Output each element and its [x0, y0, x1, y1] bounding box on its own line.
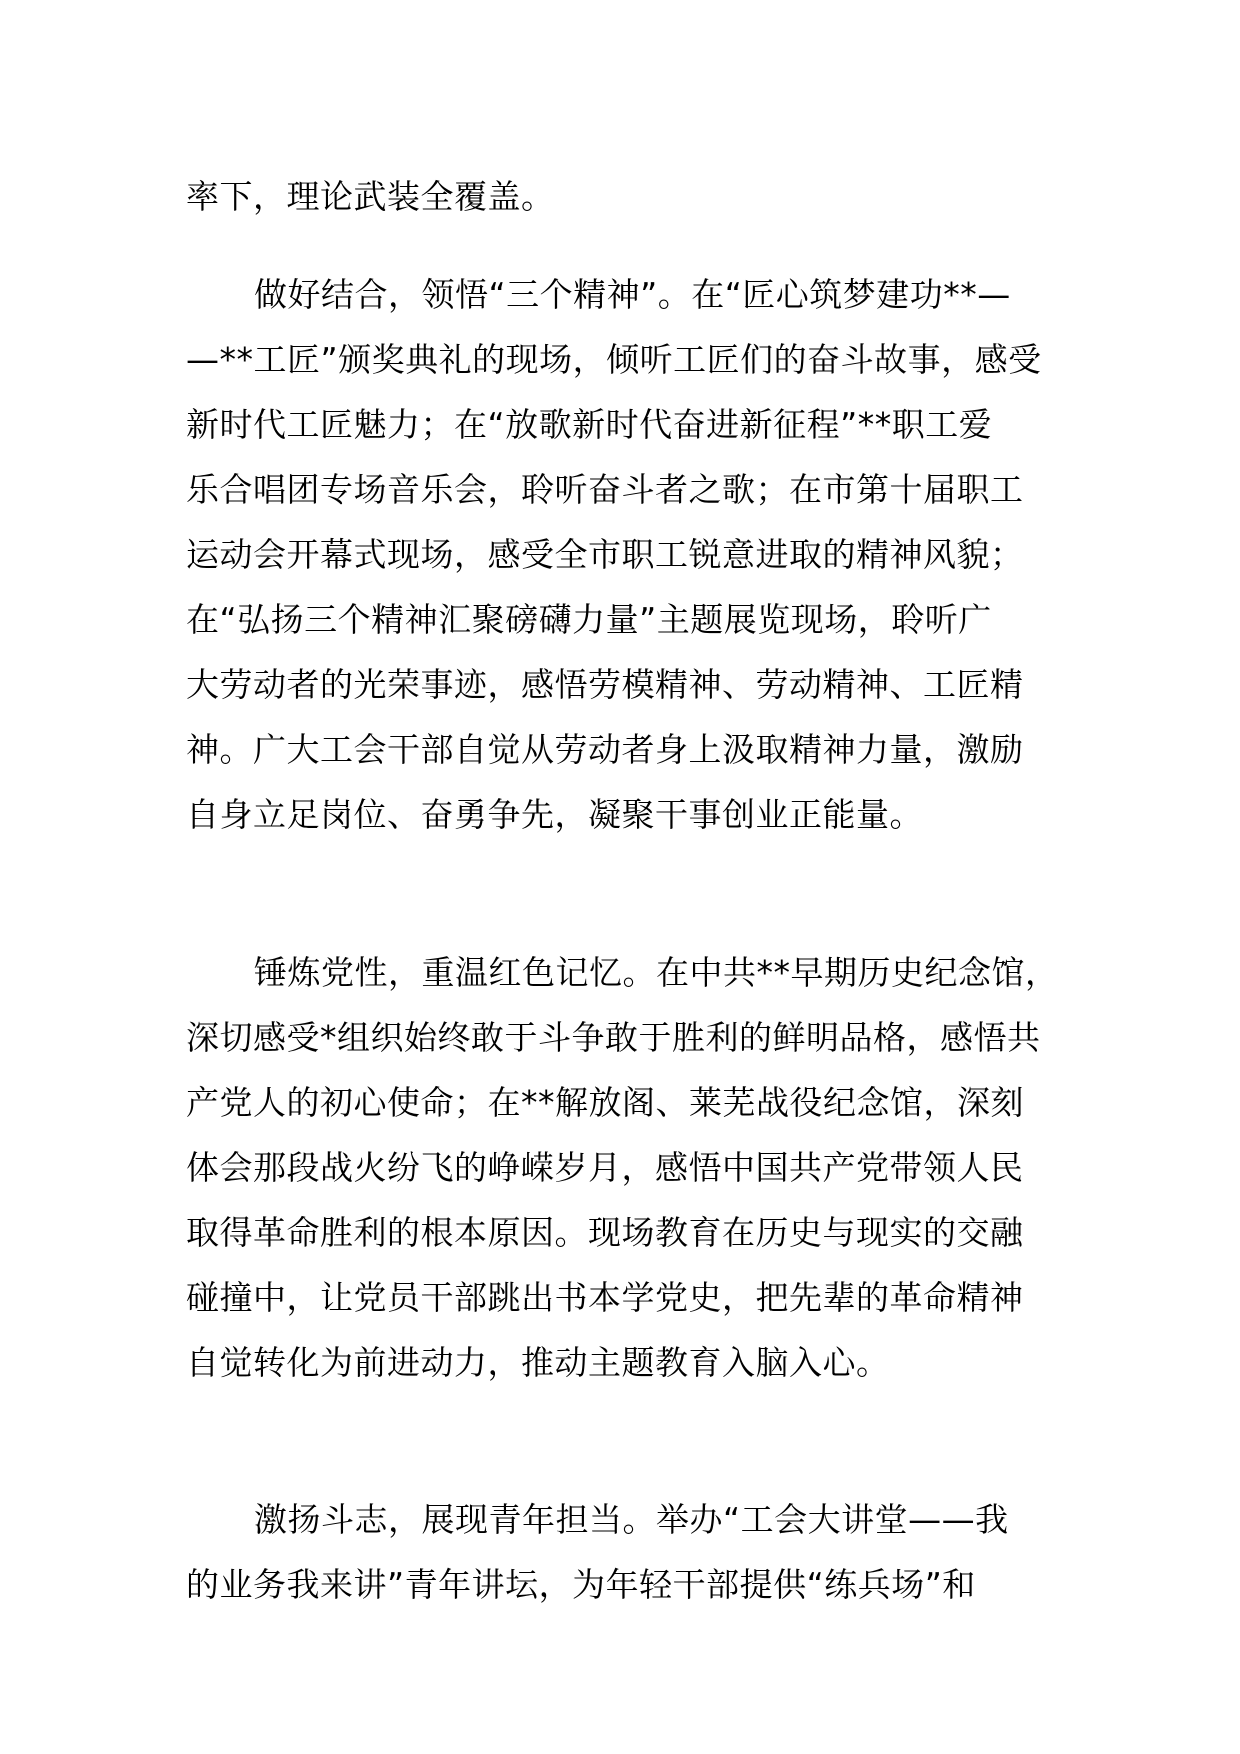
paragraph-red-memory [186, 940, 1066, 1395]
text-line: 体会那段战火纷飞的峥嵘岁月，感悟中国共产党带领人民 [186, 1148, 1024, 1187]
text-line: 神。广大工会干部自觉从劳动者身上汲取精神力量，激励 [186, 730, 1024, 769]
text-line: 运动会开幕式现场，感受全市职工锐意进取的精神风貌； [186, 535, 1024, 574]
text-line: 乐合唱团专场音乐会，聆听奋斗者之歌；在市第十届职工 [186, 470, 1024, 509]
paragraph-three-spirits [186, 262, 1066, 847]
paragraph-youth [186, 1487, 1066, 1617]
text-line: 在“弘扬三个精神汇聚磅礴力量”主题展览现场，聆听广 [186, 600, 992, 639]
paragraph-continuation [186, 164, 1066, 229]
text-line: 锤炼党性，重温红色记忆。在中共**早期历史纪念馆， [254, 953, 1059, 992]
text-line: 深切感受*组织始终敢于斗争敢于胜利的鲜明品格，感悟共 [186, 1018, 1041, 1057]
text-line: 取得革命胜利的根本原因。现场教育在历史与现实的交融 [186, 1213, 1024, 1252]
text-line: —**工匠”颁奖典礼的现场，倾听工匠们的奋斗故事，感受 [186, 340, 1042, 379]
text-line: 产党人的初心使命；在**解放阁、莱芜战役纪念馆，深刻 [186, 1083, 1024, 1122]
text-line: 激扬斗志，展现青年担当。举办“工会大讲堂——我 [254, 1500, 1009, 1539]
text-line: 自觉转化为前进动力，推动主题教育入脑入心。 [186, 1343, 890, 1382]
text-line: 做好结合，领悟“三个精神”。在“匠心筑梦建功**— [254, 275, 1011, 314]
text-line: 碰撞中，让党员干部跳出书本学党史，把先辈的革命精神 [186, 1278, 1024, 1317]
text-line: 率下，理论武装全覆盖。 [186, 177, 555, 216]
text-line: 的业务我来讲”青年讲坛，为年轻干部提供“练兵场”和 [186, 1565, 976, 1604]
text-line: 自身立足岗位、奋勇争先，凝聚干事创业正能量。 [186, 795, 923, 834]
text-line: 大劳动者的光荣事迹，感悟劳模精神、劳动精神、工匠精 [186, 665, 1024, 704]
text-line: 新时代工匠魅力；在“放歌新时代奋进新征程”**职工爱 [186, 405, 993, 444]
